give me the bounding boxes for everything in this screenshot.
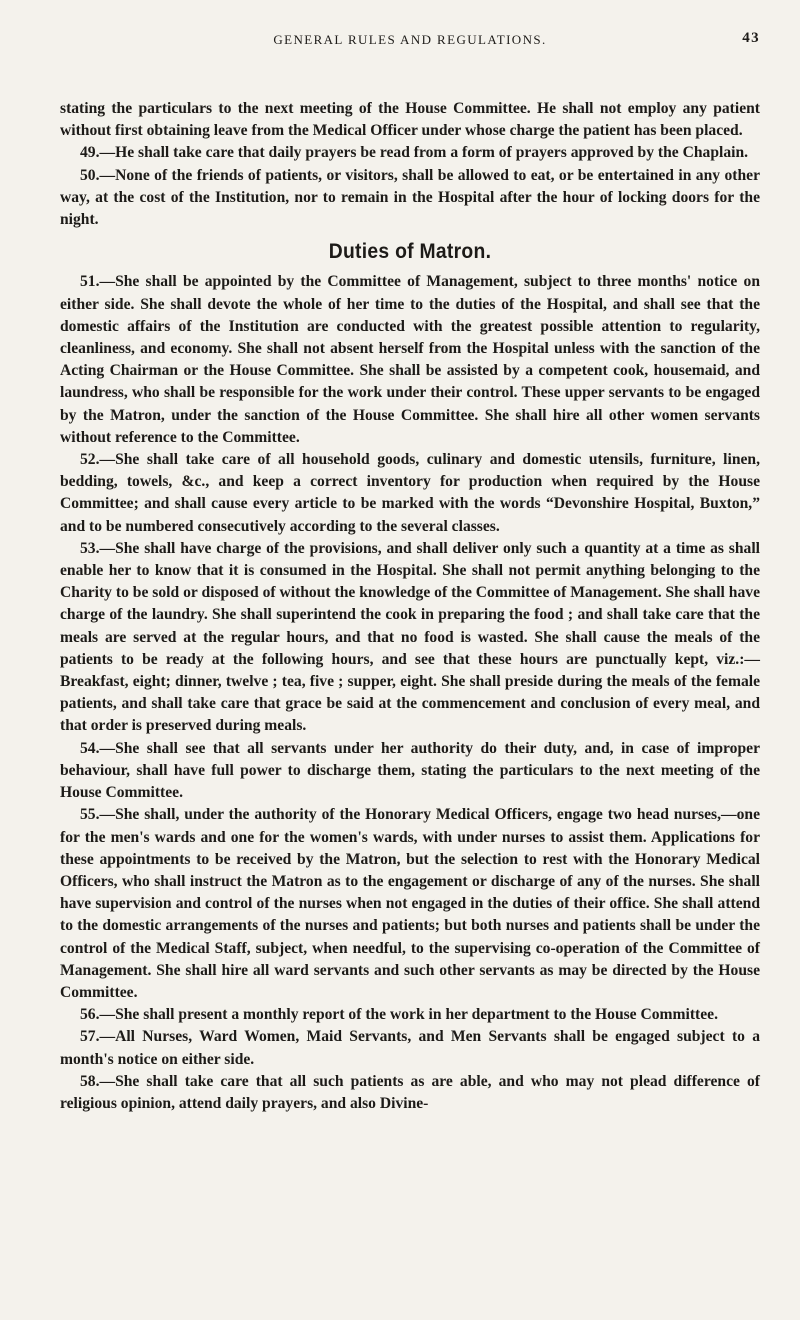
page-number: 43 xyxy=(742,30,760,46)
paragraph-50: 50.—None of the friends of patients, or visitors, shall be allowed to eat, or be entertained in any other way, at the cost of the Institution, nor to remain in the Hospital after the hour of locking doors for the night. xyxy=(60,166,760,229)
paragraph-51: 51.—She shall be appointed by the Committee of Management, subject to three months' notice on either side. She shall devote the whole of her time to the duties of the Hospital, and shall see that the domestic affairs of the Institution are conducted with the greatest possible attention to regularity, cleanliness, and economy. She shall not absent herself from the Hospital unless with the sanction of the Acting Chairman or the House Committee. She shall be assisted by a competent cook, housemaid, and laundress, who shall be responsible for the work under their control. These upper servants to be engaged by the Matron, under the sanction of the House Committee. She shall hire all other women servants without reference to the Committee. xyxy=(60,273,760,446)
paragraph-57: 57.—All Nurses, Ward Women, Maid Servants, and Men Servants shall be engaged subject to a month's notice on either side. xyxy=(60,1028,760,1068)
running-head xyxy=(60,32,760,54)
paragraph-56: 56.—She shall present a monthly report of the work in her department to the House Committee. xyxy=(80,1006,718,1024)
document-page xyxy=(60,32,760,1115)
paragraph-continuation: stating the particulars to the next meeting of the House Committee. He shall not employ any patient without first obtaining leave from the Medical Officer under whose charge the patient has been placed. xyxy=(60,100,760,140)
body-text xyxy=(60,98,760,1115)
paragraph-52: 52.—She shall take care of all household goods, culinary and domestic utensils, furniture, linen, bedding, towels, &c., and keep a correct inventory for production when required by the House Committee; and shall cause every article to be marked with the words “Devonshire Hospital, Buxton,” and to be numbered consecutively according to the several classes. xyxy=(60,451,760,535)
section-heading: Duties of Matron. xyxy=(328,240,492,264)
paragraph-53: 53.—She shall have charge of the provisions, and shall deliver only such a quantity at a time as shall enable her to know that it is consumed in the Hospital. She shall not permit anything belonging to the Charity to be sold or disposed of without the knowledge of the Committee of Management. She shall have charge of the laundry. She shall superintend the cook in preparing the food ; and shall take care that the meals are served at the regular hours, and that no food is wasted. She shall cause the meals of the patients to be ready at the following hours, and see that these hours are punctually kept, viz.:—Breakfast, eight; dinner, twelve ; tea, five ; supper, eight. She shall preside during the meals of the female patients, and shall take care that grace be said at the commencement and conclusion of every meal, and that order is preserved during meals. xyxy=(60,539,760,735)
paragraph-49: 49.—He shall take care that daily prayers be read from a form of prayers approved by the Chaplain. xyxy=(80,144,749,162)
paragraph-58: 58.—She shall take care that all such patients as are able, and who may not plead difference of religious opinion, attend daily prayers, and also Divine- xyxy=(60,1072,760,1112)
running-head-title: GENERAL RULES AND REGULATIONS. xyxy=(273,32,547,47)
paragraph-54: 54.—She shall see that all servants under her authority do their duty, and, in case of improper behaviour, shall have full power to discharge them, stating the particulars to the next meeting of the House Committee. xyxy=(60,739,760,802)
paragraph-55: 55.—She shall, under the authority of the Honorary Medical Officers, engage two head nurses,—one for the men's wards and one for the women's wards, with under nurses to assist them. Applications for these appointments to be received by the Matron, but the selection to rest with the Honorary Medical Officers, who shall instruct the Matron as to the engagement or discharge of any of the nurses. She shall have supervision and control of the nurses when not engaged in the duties of their office. She shall attend to the domestic arrangements of the nurses and patients; but both nurses and patients shall be under the control of the Medical Staff, subject, when needful, to the supervising co-operation of the Committee of Management. She shall hire all ward servants and such other servants as may be directed by the House Committee. xyxy=(60,806,760,1001)
